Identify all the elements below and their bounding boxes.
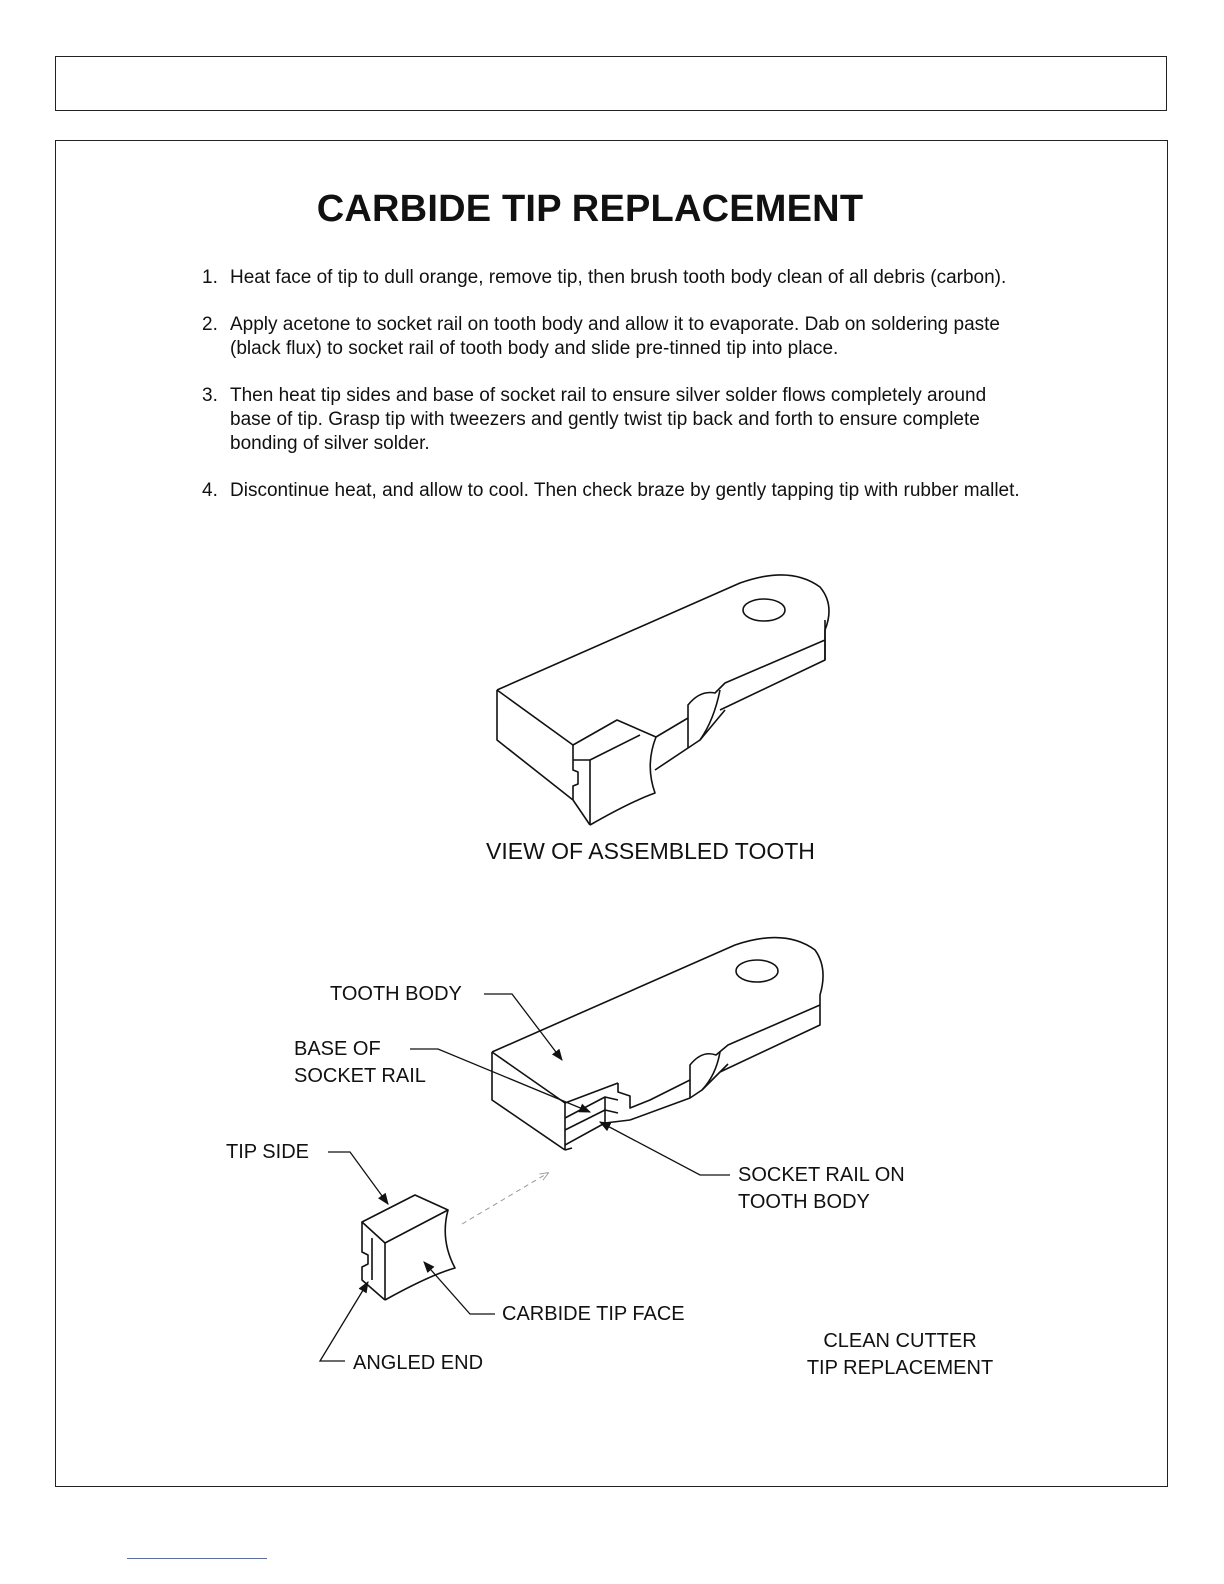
step-number: 2.: [202, 314, 218, 335]
step-text: Then heat tip sides and base of socket rail to ensure silver solder flows completely around base of tip. Grasp tip with tweezers and gently twist tip back and forth to ensure complete bonding of silver solder.: [230, 385, 987, 454]
page-title: CARBIDE TIP REPLACEMENT: [316, 188, 864, 230]
figure-caption-clean-cutter: CLEAN CUTTER TIP REPLACEMENT: [806, 1330, 994, 1379]
step-text: Discontinue heat, and allow to cool. Then check braze by gently tapping tip with rubber mallet.: [230, 480, 1020, 501]
label-angled-end: ANGLED END: [353, 1352, 484, 1374]
leader-tip-side: [328, 1152, 388, 1204]
footer-link-underline[interactable]: [127, 1558, 267, 1559]
carbide-tip-drawing: [362, 1195, 455, 1300]
label-tip-side: TIP SIDE: [226, 1141, 309, 1163]
step-text: Heat face of tip to dull orange, remove tip, then brush tooth body clean of all debris (carbon).: [230, 267, 1007, 288]
label-carbide-tip-face: CARBIDE TIP FACE: [502, 1303, 685, 1325]
tooth-body-drawing: [492, 938, 823, 1150]
leader-carbide-tip-face: [424, 1262, 495, 1314]
assembled-tooth-drawing: [497, 575, 829, 825]
label-socket-rail-on-tooth-body: SOCKET RAIL ON TOOTH BODY: [738, 1164, 905, 1213]
step-number: 4.: [202, 480, 218, 501]
leader-socket-rail: [600, 1122, 730, 1175]
label-base-of-socket-rail: BASE OF SOCKET RAIL: [294, 1038, 426, 1087]
label-tooth-body: TOOTH BODY: [330, 983, 462, 1005]
figure-caption-assembled: VIEW OF ASSEMBLED TOOTH: [486, 838, 815, 864]
step-number: 1.: [202, 267, 218, 288]
step-number: 3.: [202, 385, 218, 406]
step-text: Apply acetone to socket rail on tooth body and allow it to evaporate. Dab on soldering paste (black flux) to socket rail of tooth body and slide pre-tinned tip into place.: [230, 314, 1000, 359]
